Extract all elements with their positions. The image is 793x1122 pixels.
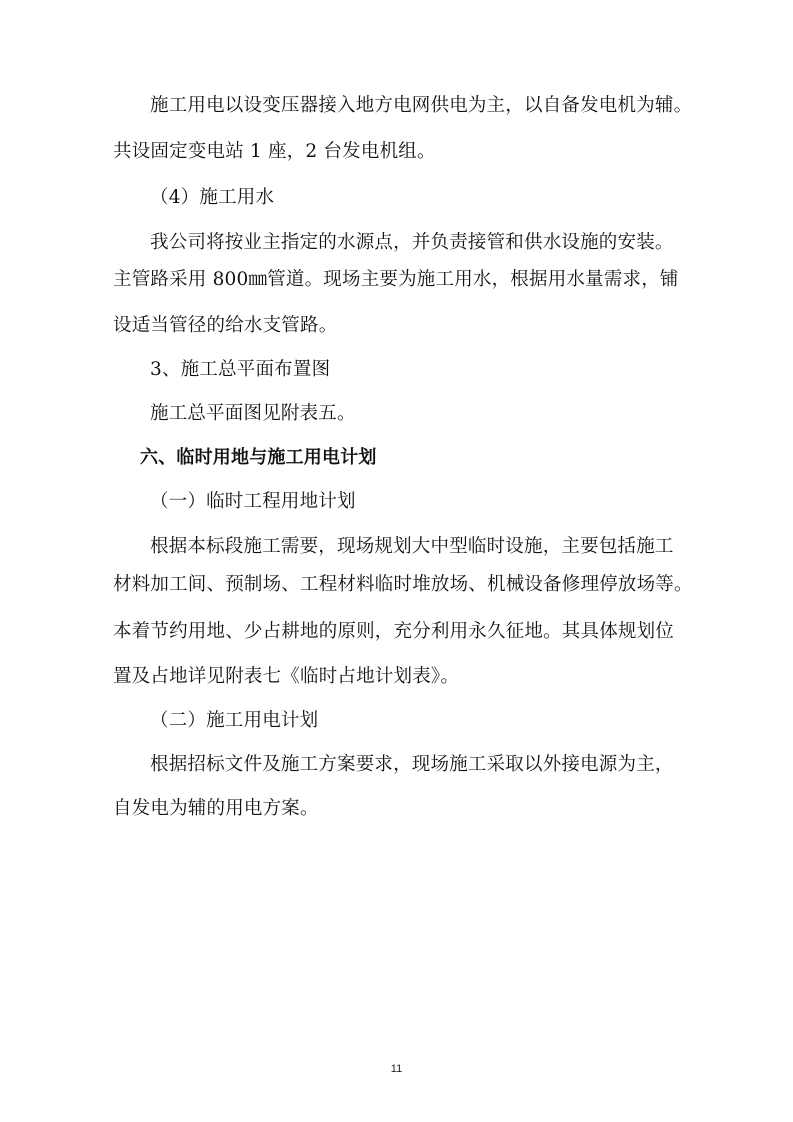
- page-number: 11: [390, 1063, 403, 1075]
- paragraph-power-line-2: 共设固定变电站 1 座，2 台发电机组。: [113, 141, 436, 162]
- heading-temporary-land: （一）临时工程用地计划: [150, 491, 356, 512]
- paragraph-power-plan-line-1: 根据招标文件及施工方案要求，现场施工采取以外接电源为主，: [150, 754, 674, 775]
- paragraph-layout-line-1: 施工总平面图见附表五。: [150, 403, 356, 424]
- paragraph-land-line-4: 置及占地详见附表七《临时占地计划表》。: [113, 666, 460, 687]
- heading-construction-power: （二）施工用电计划: [150, 710, 319, 731]
- heading-site-layout: 3、施工总平面布置图: [150, 359, 331, 380]
- paragraph-land-line-1: 根据本标段施工需要，现场规划大中型临时设施，主要包括施工: [150, 536, 674, 557]
- paragraph-water-line-2: 主管路采用 800㎜管道。现场主要为施工用水，根据用水量需求，铺: [113, 269, 679, 290]
- paragraph-power-line-1: 施工用电以设变压器接入地方电网供电为主，以自备发电机为辅。: [150, 95, 693, 116]
- paragraph-water-line-1: 我公司将按业主指定的水源点，并负责接管和供水设施的安装。: [150, 232, 674, 253]
- paragraph-water-line-3: 设适当管径的给水支管路。: [113, 315, 338, 336]
- section-title: 六、临时用地与施工用电计划: [140, 447, 377, 468]
- paragraph-land-line-3: 本着节约用地、少占耕地的原则，充分利用永久征地。其具体规划位: [113, 621, 675, 642]
- paragraph-power-plan-line-2: 自发电为辅的用电方案。: [113, 798, 319, 819]
- paragraph-land-line-2: 材料加工间、预制场、工程材料临时堆放场、机械设备修理停放场等。: [113, 574, 693, 595]
- heading-construction-water: （4）施工用水: [150, 187, 275, 208]
